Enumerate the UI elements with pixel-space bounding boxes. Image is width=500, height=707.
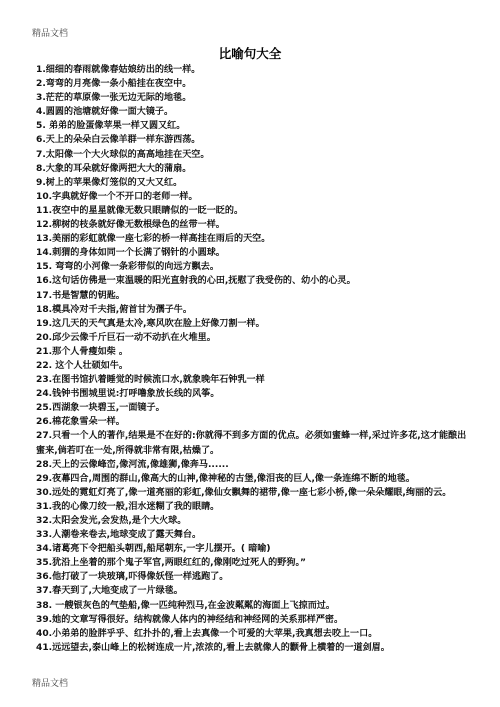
list-item: 31.我的心像刀绞一般,泪水迷糊了我的眼睛。 — [36, 501, 220, 512]
list-item: 32.太阳会发光,会发热,是个大火球。 — [36, 516, 187, 526]
list-item: 11.夜空中的星星就像无数只眼睛似的一眨一眨的。 — [36, 205, 244, 216]
list-item: 12.柳树的枝条就好像无数根绿色的丝带一样。 — [36, 220, 225, 231]
list-item: 36.他打破了一块玻璃,吓得像妖怪一样逃跑了。 — [36, 572, 229, 583]
list-item: 19.这几天的天气真是太冷,寒风吹在脸上好像刀割一样。 — [36, 318, 265, 329]
list-item: 1.细细的春雨就像春姑娘纺出的线一样。 — [36, 65, 201, 75]
list-item: 20.邱少云像千斤巨石一动不动扒在火堆里。 — [36, 332, 216, 343]
list-item: 4.圆圆的池塘就好像一面大镜子。 — [36, 107, 174, 118]
page-footer-label: 精品文档 — [32, 679, 69, 689]
list-item: 5. 弟弟的脸蛋像苹果一样又圆又红。 — [36, 121, 186, 132]
list-item: 30.远处的霓虹灯亮了,像一道亮丽的彩虹,像仙女飘舞的裙带,像一座七彩小桥,像一朵朵耀眼,绚丽的云。 — [36, 487, 452, 498]
list-item: 27.只看一个人的著作,结果是不在好的:你就得不到多方面的优点。必须如蜜蜂一样,采过许多花,这才能酿出蜜来,倘若叮在一处,所得就非常有限,枯燥了。 — [36, 431, 467, 456]
list-item: 7.太阳像一个大火球似的高高地挂在天空。 — [36, 149, 210, 160]
list-item: 26.棉花象雪朵一样。 — [36, 417, 125, 428]
list-item: 39.她的文章写得很好。结构就像人体内的神经结和神经网的关系那样严密。 — [36, 614, 344, 625]
list-item: 10.字典就好像一个不开口的老师一样。 — [36, 191, 198, 202]
list-item: 2.弯弯的月亮像一条小船挂在夜空中。 — [36, 79, 192, 90]
list-item: 16.这句话仿佛是一束温暖的阳光直射我的心田,抚慰了我受伤的、幼小的心灵。 — [36, 276, 356, 287]
list-item: 24.钱钟书围城里说:打呼噜象放长线的风筝。 — [36, 389, 220, 400]
list-item: 8.大象的耳朵就好像两把大大的蒲扇。 — [36, 163, 192, 174]
list-item: 17.书是智慧的钥匙。 — [36, 290, 125, 301]
list-item: 6.天上的朵朵白云像羊群一样东游西荡。 — [36, 135, 201, 146]
list-item: 13.美丽的彩虹就像一座七彩的桥一样高挂在雨后的天空。 — [36, 234, 271, 245]
list-item: 38. 一艘银灰色的气垫船,像一匹纯种烈马,在金波粼粼的海面上飞掠而过。 — [36, 600, 335, 611]
list-item: 28.天上的云像峰峦,像河流,像雄狮,像奔马...... — [36, 459, 229, 470]
document-title: 比喻句大全 — [218, 46, 282, 61]
list-item: 40.小弟弟的脸胖乎乎、红扑扑的,看上去真像一个可爱的大苹果,我真想去咬上一口。 — [36, 628, 378, 639]
list-item: 35.犹沿上坐着的那个鬼子军官,两眼红红的,像刚吃过死人的野狗。” — [36, 558, 306, 569]
list-item: 23.在图书馆扒着睡觉的时候流口水,就象晚年石钟乳一样 — [36, 375, 265, 386]
list-item: 21.那个人骨瘦如柴 。 — [36, 346, 129, 357]
list-item: 9.树上的苹果像灯笼似的又大又红。 — [36, 177, 183, 188]
list-item: 14.刺猬的身体如同一个长满了钢针的小圆球。 — [36, 248, 225, 259]
page-header-label: 精品文档 — [32, 29, 69, 39]
list-item: 15. 弯弯的小河像一条彩带似的向远方飘去。 — [36, 262, 219, 273]
list-item: 29.夜幕四合,周围的群山,像高大的山神,像神秘的古堡,像泪丧的巨人,像一条连绵不断的地毯。 — [36, 473, 415, 484]
sentence-list — [36, 63, 474, 655]
list-item: 41.远远望去,泰山峰上的松树连成一片,浓浓的,看上去就像人的颧骨上横着的一道剑眉。 — [36, 642, 390, 653]
list-item: 34.诸葛亮下令把船头朝西,船尾朝东,一字儿摆开。( 暗喻) — [36, 544, 271, 555]
list-item: 22. 这个人壮硕如牛。 — [36, 360, 129, 371]
list-item: 37.春天到了,大地变成了一片绿毯。 — [36, 586, 183, 597]
list-item: 33.人潮卷来卷去,地球变成了露天舞台。 — [36, 530, 202, 541]
list-item: 3.茫茫的草原像一张无边无际的地毯。 — [36, 93, 192, 104]
list-item: 25.西湖象一块碧玉,一面镜子。 — [36, 403, 165, 414]
list-item: 18.模具冷对千夫指,俯首甘为孺子牛。 — [36, 304, 192, 315]
